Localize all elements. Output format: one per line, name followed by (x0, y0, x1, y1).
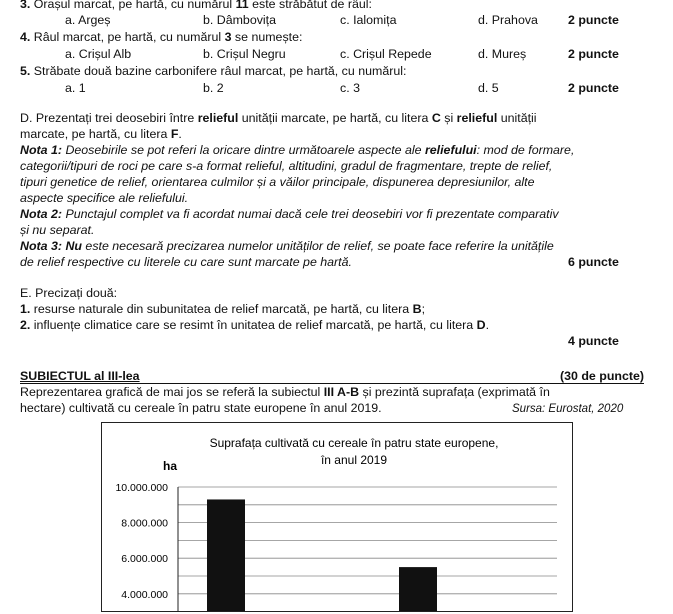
points: 2 puncte (568, 81, 619, 95)
option-c: c. Ialomița (340, 13, 397, 27)
question-4 (20, 30, 302, 45)
note-label: Nota 1: (20, 143, 62, 157)
text: resurse naturale din subunitatea de relief marcată, pe hartă, cu litera (30, 302, 413, 316)
bold-letter: B (412, 302, 422, 316)
question-text: Orașul marcat, pe hartă, cu numărul (33, 0, 236, 11)
section-e-item-1 (20, 302, 425, 317)
bold-text: Nu (65, 239, 82, 253)
nota-2-line-2: și nu separat. (20, 223, 95, 237)
question-text: Străbate două bazine carbonifere râul marcat, pe hartă, cu numărul: (33, 64, 407, 78)
nota-3-line-1 (20, 239, 554, 254)
bold-letter: D (476, 318, 486, 332)
text: unității marcate, pe hartă, cu litera (238, 111, 432, 125)
bold-text: relieful (456, 111, 498, 125)
question-number: 3. (20, 0, 31, 11)
text: ; (421, 302, 426, 316)
y-axis-label: ha (162, 459, 178, 473)
bold-text: reliefului (424, 143, 477, 157)
option-b: b. Dâmbovița (203, 13, 277, 27)
question-number: 5. (20, 64, 31, 78)
section-e-item-2 (20, 318, 489, 333)
option-b: b. Crișul Negru (203, 47, 286, 61)
nota-1-line-3: tipuri genetice de relief, orientarea culmilor și a văilor principale, dispunerea depresiunilor, alte (20, 175, 535, 189)
y-tick-label: 4.000.000 (121, 588, 168, 601)
points: 6 puncte (568, 255, 619, 269)
nota-1-line-4: aspecte specifice ale reliefului. (20, 191, 189, 205)
question-text-end: este străbătut de râul: (248, 0, 372, 11)
chart-bars (207, 499, 437, 611)
bold-letter: C (431, 111, 441, 125)
bold-letter: F (170, 127, 179, 141)
chart-y-ticks (115, 482, 168, 601)
question-5 (20, 64, 406, 79)
option-b: b. 2 (203, 81, 224, 95)
y-tick-label: 10.000.000 (115, 482, 168, 494)
bold-text: relieful (197, 111, 239, 125)
item-number: 2. (20, 318, 31, 332)
subiect-3-title: SUBIECTUL al III-lea (20, 369, 140, 383)
y-tick-label: 6.000.000 (121, 553, 168, 566)
section-d-line-2 (20, 127, 182, 142)
y-tick-label: 8.000.000 (121, 517, 168, 530)
points: 2 puncte (568, 13, 619, 27)
question-text-end: se numește: (231, 30, 303, 44)
subiect-3-intro-line-1 (20, 385, 550, 400)
text: unității (497, 111, 537, 125)
chart-title: Suprafața cultivată cu cereale în patru state europene, (209, 436, 499, 450)
text: marcate, pe hartă, cu litera (20, 127, 171, 141)
note-label: Nota 2: (20, 207, 62, 221)
section-d-line-1 (20, 111, 537, 126)
subiect-3-points: (30 de puncte) (560, 369, 644, 383)
item-number: 1. (20, 302, 31, 316)
note-label: Nota 3: (20, 239, 62, 253)
question-3 (20, 0, 372, 12)
text: și prezintă suprafața (exprimată în (359, 385, 550, 399)
text: influențe climatice care se resimt în unitatea de relief marcată, pe hartă, cu litera (30, 318, 477, 332)
chart-subtitle: în anul 2019 (320, 453, 388, 467)
option-c: c. 3 (340, 81, 360, 95)
text: . (178, 127, 182, 141)
option-d: d. Prahova (478, 13, 538, 27)
points: 2 puncte (568, 47, 619, 61)
text: Reprezentarea grafică de mai jos se referă la subiectul (20, 385, 324, 399)
option-a: a. Argeș (65, 13, 111, 27)
section-e-title: E. Precizați două: (20, 286, 118, 300)
nota-2-line-1 (20, 207, 559, 222)
text: Punctajul complet va fi acordat numai dacă cele trei deosebiri vor fi prezentate comparativ (62, 207, 559, 221)
text: Deosebirile se pot referi la oricare dintre următoarele aspecte ale (62, 143, 425, 157)
subiect-3-underline (20, 369, 644, 384)
bar (399, 567, 437, 611)
nota-3-line-2: de relief respective cu literele cu care sunt marcate pe hartă. (20, 255, 352, 269)
nota-1-line-1 (20, 143, 574, 158)
option-d: d. 5 (478, 81, 499, 95)
question-bold-number: 3 (224, 30, 232, 44)
option-d: d. Mureș (478, 47, 527, 61)
question-bold-number: 11 (235, 0, 249, 11)
text: : mod de formare, (476, 143, 575, 157)
source-note: Sursa: Eurostat, 2020 (512, 403, 624, 415)
bold-text: III A-B (323, 385, 360, 399)
bar (207, 499, 245, 611)
points: 4 puncte (568, 334, 619, 348)
text: D. Prezentați trei deosebiri între (20, 111, 198, 125)
question-number: 4. (20, 30, 31, 44)
question-text: Râul marcat, pe hartă, cu numărul (33, 30, 225, 44)
text: și (440, 111, 457, 125)
nota-1-line-2: categorii/tipuri de roci pe care s-a format relieful, altitudini, gradul de fragmentare, trepte de relief, (20, 159, 553, 173)
text: este necesară precizarea numelor unităților de relief, se poate face referire la unitățile (81, 239, 554, 253)
subiect-3-intro-line-2: hectare) cultivată cu cereale în patru state europene în anul 2019. (20, 401, 382, 415)
chart-container (101, 422, 573, 612)
option-a: a. Crișul Alb (65, 47, 132, 61)
text: . (485, 318, 490, 332)
option-a: a. 1 (65, 81, 86, 95)
option-c: c. Crișul Repede (340, 47, 432, 61)
bar-chart (102, 423, 572, 611)
